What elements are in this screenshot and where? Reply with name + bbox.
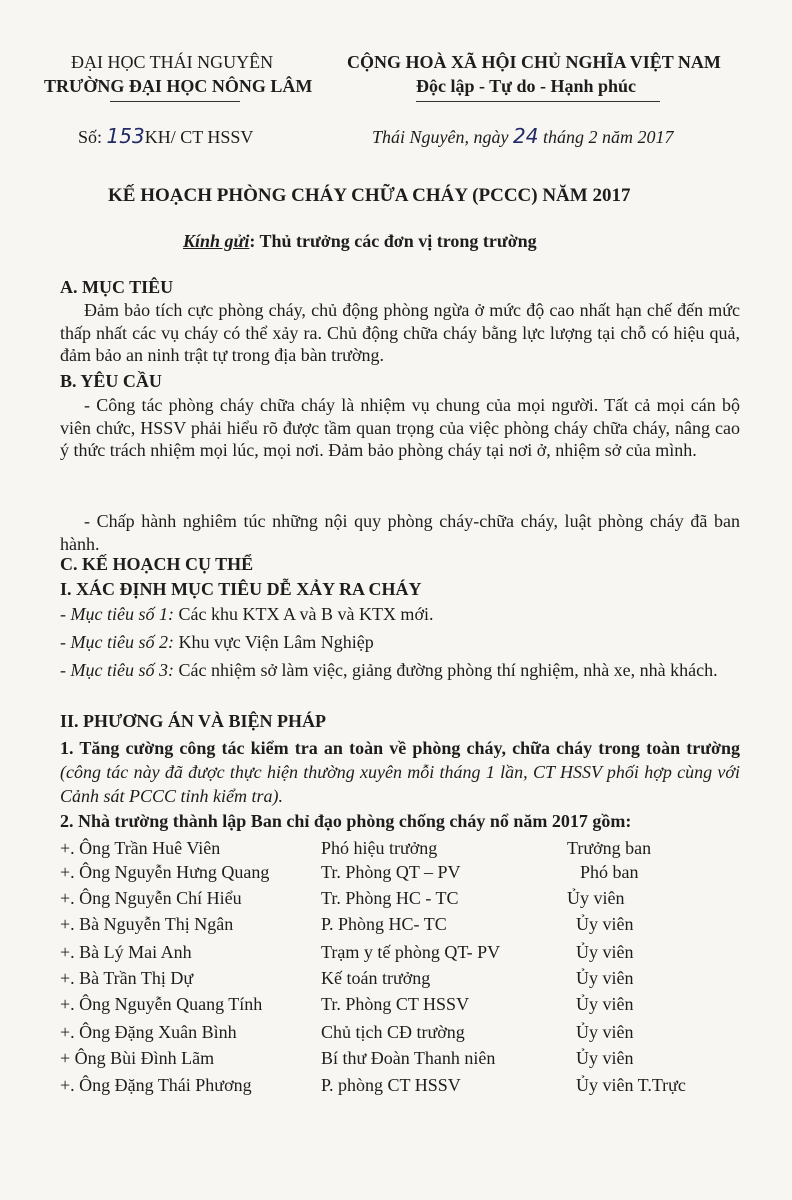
- member-name: +. Ông Đặng Xuân Bình: [60, 1022, 237, 1042]
- committee-row: [60, 994, 760, 1016]
- section-ii-2: 2. Nhà trường thành lập Ban chỉ đạo phòng chống cháy nổ năm 2017 gồm:: [60, 811, 632, 831]
- member-name: +. Bà Lý Mai Anh: [60, 942, 192, 962]
- member-role: Ủy viên: [567, 888, 625, 908]
- committee-row: [60, 1075, 760, 1097]
- member-name: +. Ông Trần Huê Viên: [60, 838, 221, 858]
- member-role: Ủy viên: [576, 1022, 634, 1042]
- nation-line2: Độc lập - Tự do - Hạnh phúc: [416, 76, 637, 96]
- member-position: Trạm y tế phòng QT- PV: [321, 942, 501, 962]
- member-name: +. Bà Trần Thị Dự: [60, 968, 194, 988]
- committee-row: [60, 862, 760, 884]
- member-role: Phó ban: [580, 862, 639, 882]
- member-position: P. phòng CT HSSV: [321, 1075, 461, 1095]
- member-role: Ủy viên: [576, 968, 634, 988]
- target-2: - Mục tiêu số 2: Khu vực Viện Lâm Nghiệp: [60, 632, 374, 652]
- committee-row: [60, 838, 760, 860]
- member-position: Chủ tịch CĐ trường: [321, 1022, 465, 1042]
- member-role: Ủy viên T.Trực: [576, 1075, 686, 1095]
- committee-row: [60, 888, 760, 910]
- member-position: Tr. Phòng QT – PV: [321, 862, 461, 882]
- committee-row: [60, 968, 760, 990]
- header-right-rule: [416, 101, 660, 102]
- header-left-rule: [110, 101, 240, 102]
- member-name: +. Ông Nguyễn Chí Hiểu: [60, 888, 242, 908]
- committee-row: [60, 942, 760, 964]
- member-name: +. Bà Nguyễn Thị Ngân: [60, 914, 234, 934]
- member-name: +. Ông Đặng Thái Phương: [60, 1075, 252, 1095]
- document-number: Số: 153KH/ CT HSSV: [78, 124, 254, 148]
- recipient-text: : Thủ trưởng các đơn vị trong trường: [249, 231, 537, 251]
- member-role: Trưởng ban: [567, 838, 652, 858]
- org-name-line1: ĐẠI HỌC THÁI NGUYÊN: [71, 52, 274, 72]
- document-date: Thái Nguyên, ngày 24 tháng 2 năm 2017: [372, 124, 674, 148]
- section-a-heading: A. MỤC TIÊU: [60, 277, 174, 297]
- member-name: +. Ông Nguyễn Quang Tính: [60, 994, 263, 1014]
- member-position: Kế toán trưởng: [321, 968, 431, 988]
- target-3: - Mục tiêu số 3: Các nhiệm sở làm việc, giảng đường phòng thí nghiệm, nhà xe, nhà khách.: [60, 660, 718, 680]
- section-i-heading: I. XÁC ĐỊNH MỤC TIÊU DỄ XẢY RA CHÁY: [60, 579, 422, 599]
- section-a-text: Đảm bảo tích cực phòng cháy, chủ động phòng ngừa ở mức độ cao nhất hạn chế đến mức thấp nhất các vụ cháy có thể xảy ra. Chủ động chữa cháy bằng lực lượng tại chỗ có hiệu quả, đảm bảo an ninh trật tự trong địa bàn trường.: [60, 300, 740, 365]
- section-b-text1: - Công tác phòng cháy chữa cháy là nhiệm vụ chung của mọi người. Tất cả mọi cán bộ viên chức, HSSV phải hiểu rõ được tầm quan trọng của việc phòng cháy chữa cháy, nâng cao ý thức trách nhiệm mọi lúc, mọi nơi. Đảm bảo phòng cháy tại nơi ở, nhiệm sở của mình.: [60, 395, 740, 460]
- member-role: Ủy viên: [576, 994, 634, 1014]
- section-b-text2: - Chấp hành nghiêm túc những nội quy phòng cháy-chữa cháy, luật phòng cháy đã ban hành.: [60, 511, 740, 554]
- member-role: Ủy viên: [576, 942, 634, 962]
- member-role: Ủy viên: [576, 914, 634, 934]
- section-ii-heading: II. PHƯƠNG ÁN VÀ BIỆN PHÁP: [60, 711, 327, 731]
- member-role: Ủy viên: [576, 1048, 634, 1068]
- org-name-line2: TRƯỜNG ĐẠI HỌC NÔNG LÂM: [44, 76, 313, 96]
- member-name: + Ông Bùi Đình Lãm: [60, 1048, 215, 1068]
- nation-line1: CỘNG HOÀ XÃ HỘI CHỦ NGHĨA VIỆT NAM: [347, 52, 721, 72]
- committee-row: [60, 914, 760, 936]
- recipient-label: Kính gửi: [183, 231, 250, 251]
- member-name: +. Ông Nguyễn Hưng Quang: [60, 862, 270, 882]
- member-position: Tr. Phòng HC - TC: [321, 888, 459, 908]
- section-c-heading: C. KẾ HOẠCH CỤ THỂ: [60, 554, 254, 574]
- member-position: P. Phòng HC- TC: [321, 914, 447, 934]
- committee-row: [60, 1022, 760, 1044]
- member-position: Phó hiệu trưởng: [321, 838, 438, 858]
- member-position: Bí thư Đoàn Thanh niên: [321, 1048, 496, 1068]
- date-day-handwritten: 24: [513, 124, 539, 148]
- member-position: Tr. Phòng CT HSSV: [321, 994, 470, 1014]
- section-ii-1: 1. Tăng cường công tác kiểm tra an toàn về phòng cháy, chữa cháy trong toàn trường (công tác này đã được thực hiện thường xuyên mỗi tháng 1 lần, CT HSSV phối hợp cùng với Cảnh sát PCCC tỉnh kiểm tra).: [60, 738, 740, 806]
- target-1: - Mục tiêu số 1: Các khu KTX A và B và KTX mới.: [60, 604, 434, 624]
- committee-row: [60, 1048, 760, 1070]
- recipient-line: [183, 230, 537, 252]
- document-title: KẾ HOẠCH PHÒNG CHÁY CHỮA CHÁY (PCCC) NĂM 2017: [108, 185, 631, 206]
- section-b-heading: B. YÊU CẦU: [60, 371, 162, 391]
- document-number-handwritten: 153: [106, 124, 145, 148]
